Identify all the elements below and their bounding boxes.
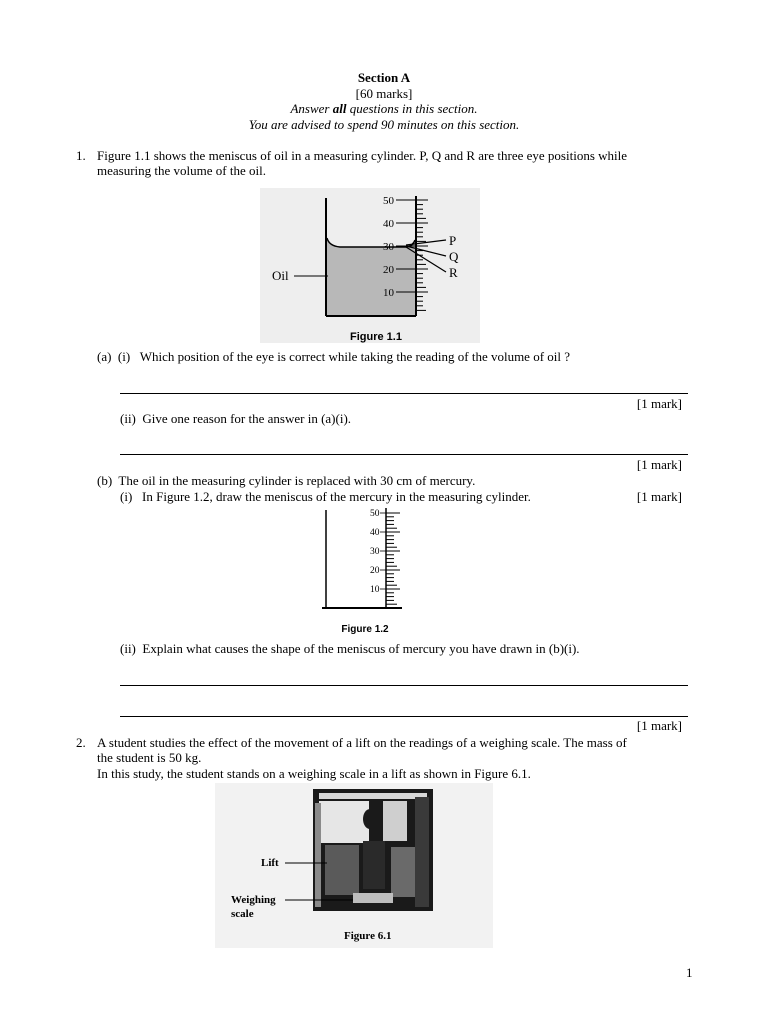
figure-6-1-caption: Figure 6.1 bbox=[344, 930, 392, 942]
fig12-scale-label-20: 20 bbox=[370, 566, 380, 576]
section-marks: [60 marks] bbox=[355, 86, 413, 101]
label-lift: Lift bbox=[261, 857, 279, 869]
mark-b-i: [1 mark] bbox=[636, 489, 682, 504]
q1-stem-line2: measuring the volume of the oil. bbox=[97, 163, 266, 178]
oil-liquid bbox=[327, 238, 415, 315]
instruction-pre: Answer bbox=[290, 101, 333, 116]
figure-1-1 bbox=[260, 188, 480, 343]
q1-a-ii: (ii) Give one reason for the answer in (a)(i). bbox=[120, 411, 352, 426]
page-number: 1 bbox=[686, 965, 693, 980]
section-instruction bbox=[0, 101, 768, 116]
q2-number: 2. bbox=[76, 735, 86, 750]
answer-line-b-ii-2[interactable] bbox=[120, 716, 688, 717]
q1-stem-line1: Figure 1.1 shows the meniscus of oil in a measuring cylinder. P, Q and R are three eye positions while bbox=[97, 148, 628, 163]
eye-label-q: Q bbox=[449, 249, 459, 264]
fig11-scale-label-20: 20 bbox=[383, 264, 394, 276]
instruction-post: questions in this section. bbox=[346, 101, 478, 116]
q2-line1: A student studies the effect of the movement of a lift on the readings of a weighing scale. The mass of bbox=[97, 735, 627, 750]
figure-1-1-caption: Figure 1.1 bbox=[350, 331, 402, 343]
eye-label-p: P bbox=[449, 233, 457, 248]
fig11-scale-label-50: 50 bbox=[383, 195, 394, 207]
figure-1-2-scale-ticks bbox=[386, 513, 400, 604]
mark-a-i: [1 mark] bbox=[636, 396, 682, 411]
q1-b-i: (i) In Figure 1.2, draw the meniscus of the mercury in the measuring cylinder. bbox=[120, 489, 531, 504]
label-weighing: Weighing bbox=[231, 894, 276, 906]
q1-a-i: (a) (i) Which position of the eye is correct while taking the reading of the volume of oil ? bbox=[97, 349, 571, 364]
figure-1-2 bbox=[320, 506, 410, 614]
eye-label-r: R bbox=[449, 265, 458, 280]
fig11-scale-label-30: 30 bbox=[383, 241, 394, 253]
instruction-bold: all bbox=[332, 101, 347, 116]
figure-1-2-caption: Figure 1.2 bbox=[341, 624, 389, 635]
q2-line3: In this study, the student stands on a weighing scale in a lift as shown in Figure 6.1. bbox=[97, 766, 531, 781]
mark-b-ii: [1 mark] bbox=[636, 718, 682, 733]
answer-line-b-ii-1[interactable] bbox=[120, 685, 688, 686]
fig12-scale-label-40: 40 bbox=[370, 528, 380, 538]
fig11-scale-label-10: 10 bbox=[383, 287, 394, 299]
oil-label: Oil bbox=[272, 268, 289, 283]
fig12-scale-label-50: 50 bbox=[370, 509, 380, 519]
section-title: Section A bbox=[357, 70, 411, 85]
answer-line-a-i[interactable] bbox=[120, 393, 688, 394]
fig11-scale-label-40: 40 bbox=[383, 218, 394, 230]
q1-b-stem: (b) The oil in the measuring cylinder is replaced with 30 cm of mercury. bbox=[97, 473, 476, 488]
label-scale: scale bbox=[231, 908, 254, 920]
q1-b-ii: (ii) Explain what causes the shape of the meniscus of mercury you have drawn in (b)(i). bbox=[120, 641, 580, 656]
answer-line-a-ii[interactable] bbox=[120, 454, 688, 455]
figure-6-1 bbox=[215, 783, 493, 948]
q1-number: 1. bbox=[76, 148, 86, 163]
q2-line2: the student is 50 kg. bbox=[97, 750, 202, 765]
fig12-scale-label-10: 10 bbox=[370, 585, 380, 595]
mark-a-ii: [1 mark] bbox=[636, 457, 682, 472]
weighing-scale-shape bbox=[353, 893, 393, 903]
time-advice: You are advised to spend 90 minutes on this section. bbox=[248, 117, 520, 132]
fig12-scale-label-30: 30 bbox=[370, 547, 380, 557]
